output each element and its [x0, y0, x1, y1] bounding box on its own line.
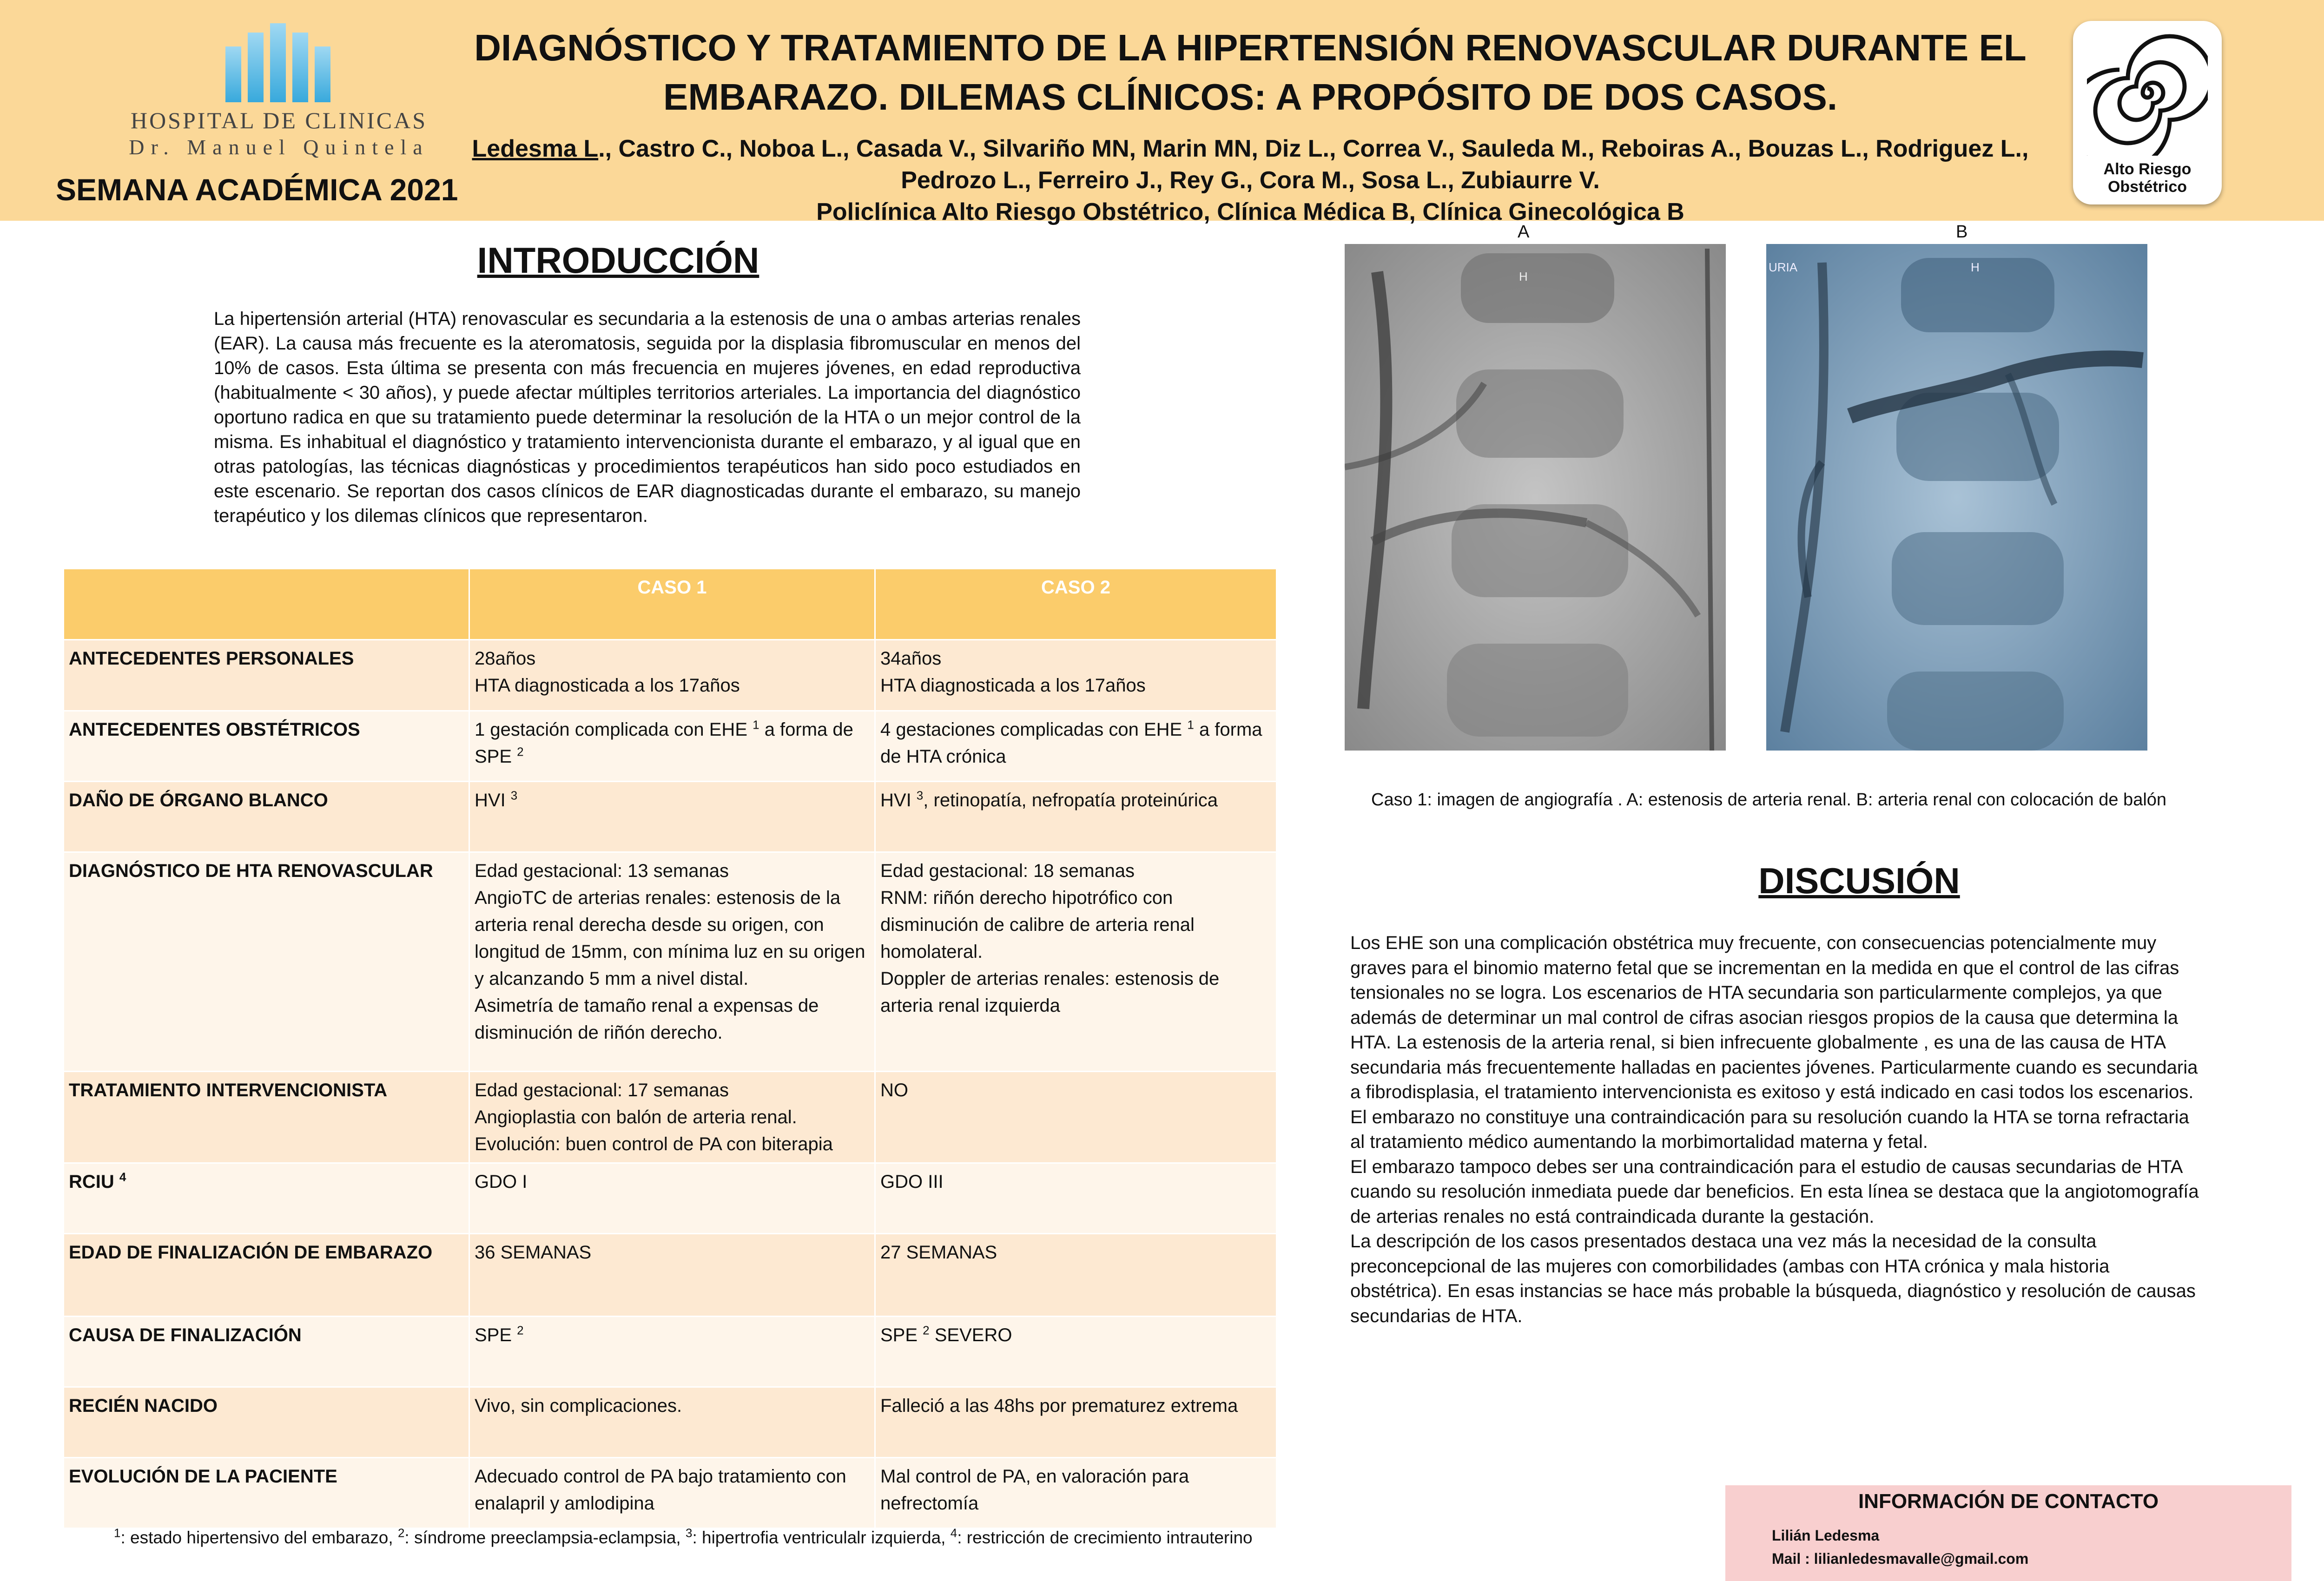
logo-text: Alto Riesgo Obstétrico: [2103, 160, 2192, 196]
table-header-row: [64, 569, 1277, 640]
first-author: Ledesma L: [472, 135, 599, 162]
row-label: RCIU $^4$: [64, 1163, 469, 1234]
contact-name: Lilián Ledesma: [1772, 1527, 1880, 1544]
table-header-empty: [64, 569, 469, 640]
case2-cell: Falleció a las 48hs por prematurez extrema: [875, 1387, 1277, 1458]
table-row: [64, 640, 1277, 711]
table-footnote: $^1$: estado hipertensivo del embarazo, $^2$: síndrome preeclampsia-eclampsia, $^3$: hipertrofia ventriculalr izquierda, $^4$: restricción de crecimiento intrauterino: [114, 1526, 1253, 1547]
discussion-paragraph: Los EHE son una complicación obstétrica muy frecuente, con consecuencias potencialmente muy graves para el binomio materno fetal que se incrementan en la medida en que el control de las cifras tensionales no se logra. Los escenarios de HTA secundaria son particularmente complejos, ya que además de determinar un mal control de cifras asocian riesgos propios de la causa que determina la HTA. La estenosis de la arteria renal, si bien infrecuente globalmente , es una de las causa de HTA secundaria más frecuentemente halladas en pacientes jóvenes. Particularmente cuando es secundaria a fibrodisplasia, el tratamiento intervencionista es exitoso y está indicado en casi todos los escenarios. El embarazo no constituye una contraindicación para su resolución cuando la HTA se torna refractaria al tratamiento médico aumentando la morbimortalidad materna y fetal.: [1350, 933, 2198, 1152]
hospital-name: HOSPITAL DE CLINICAS: [130, 107, 428, 133]
contact-box: [1725, 1485, 2291, 1581]
case2-cell: Edad gestacional: 18 semanas RNM: riñón derecho hipotrófico con disminución de calibre de arteria renal homolateral. Doppler de arterias renales: estenosis de arteria renal izquierda: [875, 852, 1277, 1072]
discussion-paragraph: El embarazo tampoco debes ser una contraindicación para el estudio de causas secundarias de HTA cuando su resolución inmediata puede dar beneficios. En esta línea se destaca que la angiotomografía de arterias renales no está contraindicada durante la gestación.: [1350, 1156, 2199, 1227]
case2-cell: 34años HTA diagnosticada a los 17años: [875, 640, 1277, 711]
table-row: [64, 1163, 1277, 1234]
table-row: [64, 1234, 1277, 1317]
intro-paragraph: La hipertensión arterial (HTA) renovascular es secundaria a la estenosis de una o ambas arterias renales (EAR). La causa más frecuente es la ateromatosis, seguida por la displasia fibromuscular en menos del 10% de casos. Esta última se presenta con más frecuencia en mujeres jóvenes, en edad reproductiva (habitualmente < 30 años), y puede afectar múltiples territorios arteriales. La importancia del diagnóstico oportuno radica en que su tratamiento puede determinar la resolución de la HTA o un mejor control de la misma. Es inhabitual el diagnóstico y tratamiento intervencionista durante el embarazo, y al igual que en otras patologías, las técnicas diagnósticas y procedimientos terapéuticos han sido poco estudiados en este escenario. Se reportan dos casos clínicos de EAR diagnosticadas durante el embarazo, su manejo terapéutico y los dilemas clínicos que representaron.: [214, 309, 1081, 526]
case1-cell: 28años HTA diagnosticada a los 17años: [469, 640, 875, 711]
row-label: ANTECEDENTES OBSTÉTRICOS: [64, 711, 469, 782]
discussion-text: [1350, 931, 2201, 1329]
row-label: EVOLUCIÓN DE LA PACIENTE: [64, 1458, 469, 1528]
case1-cell: SPE $^2$: [469, 1317, 875, 1387]
case1-cell: Edad gestacional: 13 semanas AngioTC de arterias renales: estenosis de la arteria renal derecha desde su origen, con longitud de 15mm, con mínima luz en su origen y alcanzando 5 mm a nivel distal. Asimetría de tamaño renal a expensas de disminución de riñón derecho.: [469, 852, 875, 1072]
event-label: SEMANA ACADÉMICA 2021: [56, 172, 458, 207]
angiography-b-drawing: [1766, 244, 2147, 751]
image-label-b: B: [1956, 222, 1968, 242]
row-label: DIAGNÓSTICO DE HTA RENOVASCULAR: [64, 852, 469, 1072]
intro-heading: INTRODUCCIÓN: [477, 240, 759, 281]
hospital-building-icon: [225, 23, 332, 102]
table-row: [64, 782, 1277, 852]
table-row: [64, 711, 1277, 782]
case1-cell: 1 gestación complicada con EHE $^1$ a forma de SPE $^2$: [469, 711, 875, 782]
discussion-heading: DISCUSIÓN: [1758, 860, 1960, 901]
case1-cell: Vivo, sin complicaciones.: [469, 1387, 875, 1458]
case1-cell: 36 SEMANAS: [469, 1234, 875, 1317]
case1-cell: HVI $^3$: [469, 782, 875, 852]
image-marker-left: URIA: [1769, 260, 1798, 274]
row-label: DAÑO DE ÓRGANO BLANCO: [64, 782, 469, 852]
hospital-logo: [112, 19, 446, 158]
discussion-paragraph: La descripción de los casos presentados destaca una vez más la necesidad de la consulta preconcepcional de las mujeres con comorbilidades (ambas con HTA crónica y mala historia obstétrica). En esas instancias se hace más probable la búsqueda, diagnóstico y resolución de causas secundarias de HTA.: [1350, 1231, 2196, 1326]
poster-title: DIAGNÓSTICO Y TRATAMIENTO DE LA HIPERTENSIÓN RENOVASCULAR DURANTE EL EMBARAZO. DILEMAS CLÍNICOS: A PROPÓSITO DE DOS CASOS.: [474, 27, 2027, 118]
row-label: ANTECEDENTES PERSONALES: [64, 640, 469, 711]
contact-email[interactable]: Mail : lilianledesmavalle@gmail.com: [1772, 1550, 2029, 1567]
angiography-image-a: [1345, 244, 1726, 751]
image-marker: H: [1519, 270, 1528, 283]
spiral-icon: [2087, 30, 2208, 156]
case2-cell: GDO III: [875, 1163, 1277, 1234]
table-header-case2: CASO 2: [875, 569, 1277, 640]
angiography-a-drawing: [1345, 244, 1726, 751]
image-label-a: A: [1518, 222, 1530, 242]
image-marker: H: [1971, 260, 1980, 274]
case2-cell: Mal control de PA, en valoración para nefrectomía: [875, 1458, 1277, 1528]
case1-cell: GDO I: [469, 1163, 875, 1234]
institution: Policlínica Alto Riesgo Obstétrico, Clínica Médica B, Clínica Ginecológica B: [816, 198, 1684, 225]
angiography-image-b: [1766, 244, 2147, 751]
image-caption: Caso 1: imagen de angiografía . A: estenosis de arteria renal. B: arteria renal con colocación de balón: [1371, 790, 2167, 810]
case2-cell: HVI $^3$, retinopatía, nefropatía proteinúrica: [875, 782, 1277, 852]
row-label: RECIÉN NACIDO: [64, 1387, 469, 1458]
case2-cell: SPE $^2$ SEVERO: [875, 1317, 1277, 1387]
case1-cell: Edad gestacional: 17 semanas Angioplastia con balón de arteria renal. Evolución: buen control de PA con biterapia: [469, 1072, 875, 1163]
case-comparison-table: [64, 569, 1277, 1529]
author-list: [460, 133, 2040, 196]
case2-cell: NO: [875, 1072, 1277, 1163]
row-label: CAUSA DE FINALIZACIÓN: [64, 1317, 469, 1387]
case1-cell: Adecuado control de PA bajo tratamiento con enalapril y amlodipina: [469, 1458, 875, 1528]
table-header-case1: CASO 1: [469, 569, 875, 640]
case2-cell: 27 SEMANAS: [875, 1234, 1277, 1317]
table-row: [64, 1072, 1277, 1163]
table-row: [64, 1317, 1277, 1387]
table-row: [64, 852, 1277, 1072]
case2-cell: 4 gestaciones complicadas con EHE $^1$ a forma de HTA crónica: [875, 711, 1277, 782]
table-row: [64, 1458, 1277, 1528]
table-row: [64, 1387, 1277, 1458]
hospital-subname: Dr. Manuel Quintela: [129, 135, 429, 159]
row-label: EDAD DE FINALIZACIÓN DE EMBARAZO: [64, 1234, 469, 1317]
other-authors: ., Castro C., Noboa L., Casada V., Silvariño MN, Marin MN, Diz L., Correa V., Sauleda M., Reboiras A., Bouzas L., Rodriguez L., Pedrozo L., Ferreiro J., Rey G., Cora M., Sosa L., Zubiaurre V.: [598, 135, 2029, 194]
title-block: [460, 23, 2040, 228]
contact-heading: INFORMACIÓN DE CONTACTO: [1858, 1490, 2159, 1513]
alto-riesgo-logo: [2073, 21, 2222, 204]
row-label: TRATAMIENTO INTERVENCIONISTA: [64, 1072, 469, 1163]
